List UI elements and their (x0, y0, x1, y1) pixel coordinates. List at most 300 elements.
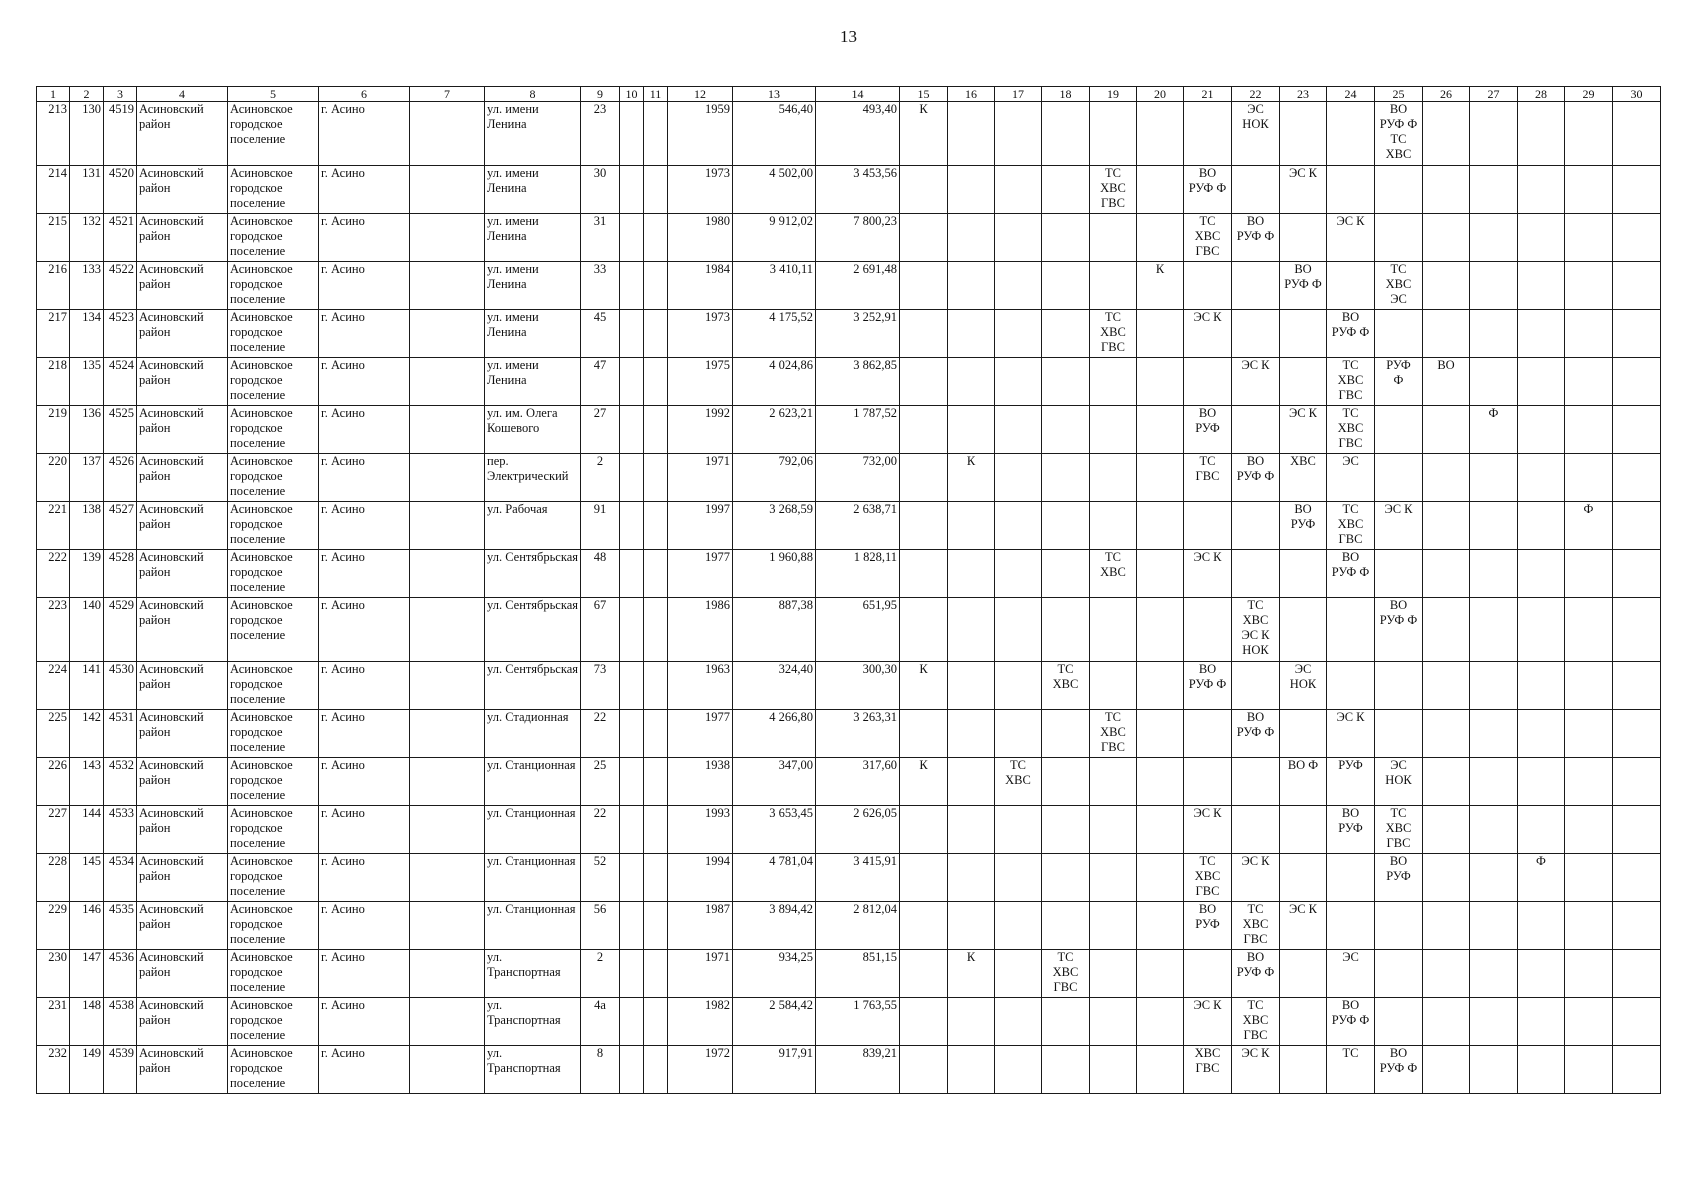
cell-col-19 (1090, 854, 1137, 902)
cell-col-21 (1184, 358, 1232, 406)
cell-col-24: ТС ХВС ГВС (1327, 358, 1375, 406)
cell-col-18: ТС ХВС ГВС (1042, 950, 1090, 998)
cell-col-2: 141 (70, 662, 104, 710)
cell-col-20 (1137, 758, 1184, 806)
cell-col-29: Ф (1565, 502, 1613, 550)
cell-col-9: 23 (581, 102, 620, 166)
cell-col-2: 131 (70, 166, 104, 214)
cell-col-25 (1375, 454, 1423, 502)
cell-col-15 (900, 710, 948, 758)
cell-col-23 (1280, 854, 1327, 902)
cell-col-22: ЭС К (1232, 854, 1280, 902)
cell-col-19: ТС ХВС ГВС (1090, 310, 1137, 358)
cell-col-26 (1423, 262, 1470, 310)
cell-col-18 (1042, 710, 1090, 758)
cell-col-8: ул. Станционная (485, 902, 581, 950)
cell-col-3: 4529 (104, 598, 137, 662)
cell-col-7 (410, 166, 485, 214)
cell-col-30 (1613, 358, 1661, 406)
cell-col-5: Асиновское городское поселение (228, 598, 319, 662)
cell-col-23 (1280, 1046, 1327, 1094)
cell-col-29 (1565, 662, 1613, 710)
cell-col-1: 214 (37, 166, 70, 214)
cell-col-30 (1613, 166, 1661, 214)
cell-col-16 (948, 998, 995, 1046)
cell-col-13: 347,00 (733, 758, 816, 806)
cell-col-3: 4536 (104, 950, 137, 998)
cell-col-15 (900, 406, 948, 454)
cell-col-13: 4 266,80 (733, 710, 816, 758)
cell-col-15 (900, 998, 948, 1046)
cell-col-12: 1972 (668, 1046, 733, 1094)
cell-col-13: 917,91 (733, 1046, 816, 1094)
cell-col-9: 52 (581, 854, 620, 902)
cell-col-9: 48 (581, 550, 620, 598)
column-number-22: 22 (1232, 87, 1280, 102)
cell-col-5: Асиновское городское поселение (228, 710, 319, 758)
cell-col-29 (1565, 262, 1613, 310)
cell-col-6: г. Асино (319, 662, 410, 710)
column-number-26: 26 (1423, 87, 1470, 102)
cell-col-4: Асиновский район (137, 102, 228, 166)
cell-col-3: 4519 (104, 102, 137, 166)
cell-col-24: РУФ (1327, 758, 1375, 806)
cell-col-10 (620, 406, 644, 454)
cell-col-1: 229 (37, 902, 70, 950)
cell-col-26 (1423, 310, 1470, 358)
cell-col-24 (1327, 662, 1375, 710)
cell-col-24 (1327, 166, 1375, 214)
cell-col-3: 4532 (104, 758, 137, 806)
cell-col-10 (620, 214, 644, 262)
cell-col-10 (620, 758, 644, 806)
cell-col-15 (900, 214, 948, 262)
cell-col-12: 1986 (668, 598, 733, 662)
cell-col-19: ТС ХВС (1090, 550, 1137, 598)
cell-col-14: 2 812,04 (816, 902, 900, 950)
cell-col-27 (1470, 662, 1518, 710)
cell-col-30 (1613, 1046, 1661, 1094)
cell-col-30 (1613, 262, 1661, 310)
column-number-27: 27 (1470, 87, 1518, 102)
cell-col-7 (410, 902, 485, 950)
cell-col-19 (1090, 406, 1137, 454)
cell-col-21: ТС ХВС ГВС (1184, 854, 1232, 902)
cell-col-26 (1423, 710, 1470, 758)
cell-col-23 (1280, 310, 1327, 358)
cell-col-1: 224 (37, 662, 70, 710)
cell-col-7 (410, 950, 485, 998)
cell-col-5: Асиновское городское поселение (228, 166, 319, 214)
cell-col-17 (995, 598, 1042, 662)
cell-col-23 (1280, 950, 1327, 998)
cell-col-26 (1423, 454, 1470, 502)
cell-col-19 (1090, 262, 1137, 310)
cell-col-12: 1977 (668, 550, 733, 598)
cell-col-30 (1613, 854, 1661, 902)
cell-col-23 (1280, 806, 1327, 854)
cell-col-20 (1137, 950, 1184, 998)
table-row (37, 854, 1661, 902)
cell-col-11 (644, 310, 668, 358)
cell-col-4: Асиновский район (137, 454, 228, 502)
cell-col-10 (620, 310, 644, 358)
cell-col-22: ЭС К (1232, 358, 1280, 406)
cell-col-1: 228 (37, 854, 70, 902)
cell-col-29 (1565, 854, 1613, 902)
cell-col-17 (995, 454, 1042, 502)
cell-col-11 (644, 662, 668, 710)
cell-col-3: 4527 (104, 502, 137, 550)
cell-col-18 (1042, 102, 1090, 166)
cell-col-23 (1280, 214, 1327, 262)
cell-col-12: 1977 (668, 710, 733, 758)
cell-col-20 (1137, 310, 1184, 358)
cell-col-28 (1518, 502, 1565, 550)
cell-col-16 (948, 758, 995, 806)
cell-col-1: 221 (37, 502, 70, 550)
cell-col-5: Асиновское городское поселение (228, 310, 319, 358)
cell-col-6: г. Асино (319, 806, 410, 854)
cell-col-27 (1470, 950, 1518, 998)
cell-col-26 (1423, 854, 1470, 902)
cell-col-21: ВО РУФ Ф (1184, 662, 1232, 710)
cell-col-8: ул. имени Ленина (485, 310, 581, 358)
cell-col-11 (644, 550, 668, 598)
column-number-20: 20 (1137, 87, 1184, 102)
cell-col-22: ВО РУФ Ф (1232, 454, 1280, 502)
cell-col-14: 3 453,56 (816, 166, 900, 214)
column-number-7: 7 (410, 87, 485, 102)
cell-col-5: Асиновское городское поселение (228, 214, 319, 262)
cell-col-7 (410, 998, 485, 1046)
cell-col-15 (900, 806, 948, 854)
cell-col-6: г. Асино (319, 998, 410, 1046)
cell-col-26 (1423, 166, 1470, 214)
cell-col-17 (995, 1046, 1042, 1094)
cell-col-8: ул. Сентябрьская (485, 598, 581, 662)
cell-col-24: ТС ХВС ГВС (1327, 502, 1375, 550)
cell-col-6: г. Асино (319, 166, 410, 214)
cell-col-1: 217 (37, 310, 70, 358)
cell-col-7 (410, 310, 485, 358)
cell-col-19 (1090, 998, 1137, 1046)
cell-col-26 (1423, 1046, 1470, 1094)
cell-col-10 (620, 502, 644, 550)
cell-col-15 (900, 854, 948, 902)
cell-col-5: Асиновское городское поселение (228, 550, 319, 598)
cell-col-16 (948, 598, 995, 662)
cell-col-14: 1 787,52 (816, 406, 900, 454)
cell-col-7 (410, 262, 485, 310)
cell-col-8: ул. имени Ленина (485, 214, 581, 262)
table-row (37, 262, 1661, 310)
cell-col-24: ВО РУФ Ф (1327, 310, 1375, 358)
cell-col-9: 25 (581, 758, 620, 806)
cell-col-11 (644, 854, 668, 902)
cell-col-24: ЭС (1327, 454, 1375, 502)
cell-col-20: К (1137, 262, 1184, 310)
cell-col-18 (1042, 550, 1090, 598)
cell-col-10 (620, 598, 644, 662)
cell-col-29 (1565, 358, 1613, 406)
cell-col-15 (900, 262, 948, 310)
cell-col-9: 45 (581, 310, 620, 358)
cell-col-26 (1423, 406, 1470, 454)
cell-col-28 (1518, 950, 1565, 998)
cell-col-18 (1042, 806, 1090, 854)
cell-col-2: 139 (70, 550, 104, 598)
cell-col-16 (948, 166, 995, 214)
cell-col-7 (410, 358, 485, 406)
cell-col-14: 1 763,55 (816, 998, 900, 1046)
cell-col-17 (995, 710, 1042, 758)
cell-col-2: 130 (70, 102, 104, 166)
cell-col-1: 219 (37, 406, 70, 454)
cell-col-22: ЭС НОК (1232, 102, 1280, 166)
cell-col-18 (1042, 214, 1090, 262)
cell-col-25: ВО РУФ Ф (1375, 598, 1423, 662)
cell-col-4: Асиновский район (137, 502, 228, 550)
column-number-6: 6 (319, 87, 410, 102)
cell-col-5: Асиновское городское поселение (228, 1046, 319, 1094)
cell-col-8: ул. имени Ленина (485, 358, 581, 406)
cell-col-21: ЭС К (1184, 310, 1232, 358)
column-number-1: 1 (37, 87, 70, 102)
cell-col-1: 215 (37, 214, 70, 262)
cell-col-21 (1184, 502, 1232, 550)
cell-col-23: ВО РУФ Ф (1280, 262, 1327, 310)
cell-col-21 (1184, 598, 1232, 662)
column-number-19: 19 (1090, 87, 1137, 102)
cell-col-22: ТС ХВС ГВС (1232, 902, 1280, 950)
cell-col-2: 138 (70, 502, 104, 550)
cell-col-6: г. Асино (319, 102, 410, 166)
cell-col-19 (1090, 598, 1137, 662)
cell-col-28 (1518, 902, 1565, 950)
cell-col-9: 47 (581, 358, 620, 406)
table-row (37, 502, 1661, 550)
cell-col-17 (995, 262, 1042, 310)
cell-col-3: 4530 (104, 662, 137, 710)
cell-col-19 (1090, 214, 1137, 262)
cell-col-25 (1375, 214, 1423, 262)
cell-col-19 (1090, 902, 1137, 950)
cell-col-27 (1470, 806, 1518, 854)
cell-col-29 (1565, 598, 1613, 662)
cell-col-14: 2 626,05 (816, 806, 900, 854)
cell-col-18 (1042, 310, 1090, 358)
cell-col-15 (900, 950, 948, 998)
cell-col-15 (900, 1046, 948, 1094)
cell-col-6: г. Асино (319, 358, 410, 406)
cell-col-24 (1327, 262, 1375, 310)
cell-col-11 (644, 502, 668, 550)
cell-col-3: 4538 (104, 998, 137, 1046)
cell-col-30 (1613, 502, 1661, 550)
cell-col-29 (1565, 214, 1613, 262)
cell-col-29 (1565, 454, 1613, 502)
cell-col-11 (644, 358, 668, 406)
cell-col-17: ТС ХВС (995, 758, 1042, 806)
cell-col-12: 1984 (668, 262, 733, 310)
cell-col-5: Асиновское городское поселение (228, 102, 319, 166)
cell-col-8: пер. Электрический (485, 454, 581, 502)
cell-col-13: 9 912,02 (733, 214, 816, 262)
cell-col-6: г. Асино (319, 214, 410, 262)
cell-col-16 (948, 806, 995, 854)
cell-col-12: 1959 (668, 102, 733, 166)
cell-col-5: Асиновское городское поселение (228, 454, 319, 502)
cell-col-27 (1470, 710, 1518, 758)
cell-col-28 (1518, 454, 1565, 502)
cell-col-4: Асиновский район (137, 550, 228, 598)
cell-col-8: ул. Сентябрьская (485, 662, 581, 710)
cell-col-5: Асиновское городское поселение (228, 902, 319, 950)
cell-col-3: 4523 (104, 310, 137, 358)
cell-col-11 (644, 710, 668, 758)
cell-col-4: Асиновский район (137, 710, 228, 758)
register-body (37, 87, 1661, 1094)
cell-col-9: 2 (581, 950, 620, 998)
page-number: 13 (840, 27, 857, 46)
cell-col-27 (1470, 758, 1518, 806)
table-row (37, 710, 1661, 758)
cell-col-8: ул. Станционная (485, 758, 581, 806)
cell-col-21 (1184, 710, 1232, 758)
cell-col-11 (644, 102, 668, 166)
cell-col-1: 222 (37, 550, 70, 598)
cell-col-17 (995, 550, 1042, 598)
column-number-23: 23 (1280, 87, 1327, 102)
cell-col-17 (995, 102, 1042, 166)
cell-col-15: К (900, 662, 948, 710)
cell-col-17 (995, 166, 1042, 214)
cell-col-8: ул. Транспортная (485, 998, 581, 1046)
cell-col-27 (1470, 454, 1518, 502)
cell-col-24 (1327, 102, 1375, 166)
cell-col-27 (1470, 102, 1518, 166)
cell-col-29 (1565, 550, 1613, 598)
column-number-16: 16 (948, 87, 995, 102)
cell-col-14: 3 252,91 (816, 310, 900, 358)
cell-col-2: 134 (70, 310, 104, 358)
cell-col-22: ТС ХВС ЭС К НОК (1232, 598, 1280, 662)
cell-col-2: 149 (70, 1046, 104, 1094)
cell-col-4: Асиновский район (137, 598, 228, 662)
cell-col-9: 91 (581, 502, 620, 550)
cell-col-23: ЭС К (1280, 902, 1327, 950)
cell-col-7 (410, 710, 485, 758)
cell-col-14: 1 828,11 (816, 550, 900, 598)
cell-col-13: 887,38 (733, 598, 816, 662)
cell-col-23 (1280, 358, 1327, 406)
cell-col-3: 4525 (104, 406, 137, 454)
cell-col-20 (1137, 454, 1184, 502)
cell-col-4: Асиновский район (137, 902, 228, 950)
cell-col-26 (1423, 502, 1470, 550)
cell-col-30 (1613, 550, 1661, 598)
cell-col-24: ЭС К (1327, 214, 1375, 262)
cell-col-23: ВО Ф (1280, 758, 1327, 806)
cell-col-24: ВО РУФ Ф (1327, 998, 1375, 1046)
cell-col-16 (948, 406, 995, 454)
cell-col-21 (1184, 950, 1232, 998)
cell-col-26 (1423, 998, 1470, 1046)
cell-col-22: ВО РУФ Ф (1232, 710, 1280, 758)
cell-col-5: Асиновское городское поселение (228, 662, 319, 710)
table-row (37, 358, 1661, 406)
cell-col-12: 1994 (668, 854, 733, 902)
cell-col-30 (1613, 806, 1661, 854)
cell-col-26 (1423, 758, 1470, 806)
cell-col-7 (410, 598, 485, 662)
cell-col-8: ул. Сентябрьская (485, 550, 581, 598)
cell-col-25: ВО РУФ (1375, 854, 1423, 902)
cell-col-1: 218 (37, 358, 70, 406)
cell-col-12: 1971 (668, 454, 733, 502)
cell-col-14: 2 691,48 (816, 262, 900, 310)
cell-col-24: ТС ХВС ГВС (1327, 406, 1375, 454)
cell-col-25: ВО РУФ Ф (1375, 1046, 1423, 1094)
cell-col-4: Асиновский район (137, 406, 228, 454)
cell-col-9: 67 (581, 598, 620, 662)
cell-col-10 (620, 1046, 644, 1094)
cell-col-26 (1423, 950, 1470, 998)
cell-col-21 (1184, 262, 1232, 310)
cell-col-20 (1137, 502, 1184, 550)
cell-col-20 (1137, 998, 1184, 1046)
cell-col-12: 1982 (668, 998, 733, 1046)
cell-col-12: 1938 (668, 758, 733, 806)
cell-col-2: 132 (70, 214, 104, 262)
cell-col-5: Асиновское городское поселение (228, 998, 319, 1046)
cell-col-11 (644, 454, 668, 502)
column-number-8: 8 (485, 87, 581, 102)
cell-col-4: Асиновский район (137, 166, 228, 214)
cell-col-28 (1518, 662, 1565, 710)
cell-col-30 (1613, 950, 1661, 998)
cell-col-19 (1090, 758, 1137, 806)
column-number-13: 13 (733, 87, 816, 102)
cell-col-16 (948, 262, 995, 310)
cell-col-2: 144 (70, 806, 104, 854)
cell-col-16 (948, 102, 995, 166)
cell-col-12: 1980 (668, 214, 733, 262)
cell-col-22: ЭС К (1232, 1046, 1280, 1094)
cell-col-3: 4534 (104, 854, 137, 902)
cell-col-25 (1375, 998, 1423, 1046)
cell-col-6: г. Асино (319, 1046, 410, 1094)
cell-col-4: Асиновский район (137, 662, 228, 710)
cell-col-25: ВО РУФ Ф ТС ХВС (1375, 102, 1423, 166)
cell-col-10 (620, 806, 644, 854)
cell-col-15 (900, 166, 948, 214)
cell-col-29 (1565, 406, 1613, 454)
column-number-4: 4 (137, 87, 228, 102)
cell-col-28 (1518, 102, 1565, 166)
cell-col-17 (995, 214, 1042, 262)
cell-col-4: Асиновский район (137, 806, 228, 854)
cell-col-28 (1518, 550, 1565, 598)
column-number-30: 30 (1613, 87, 1661, 102)
cell-col-14: 317,60 (816, 758, 900, 806)
cell-col-19 (1090, 454, 1137, 502)
cell-col-12: 1997 (668, 502, 733, 550)
cell-col-5: Асиновское городское поселение (228, 758, 319, 806)
cell-col-5: Асиновское городское поселение (228, 502, 319, 550)
cell-col-21: ТС ГВС (1184, 454, 1232, 502)
